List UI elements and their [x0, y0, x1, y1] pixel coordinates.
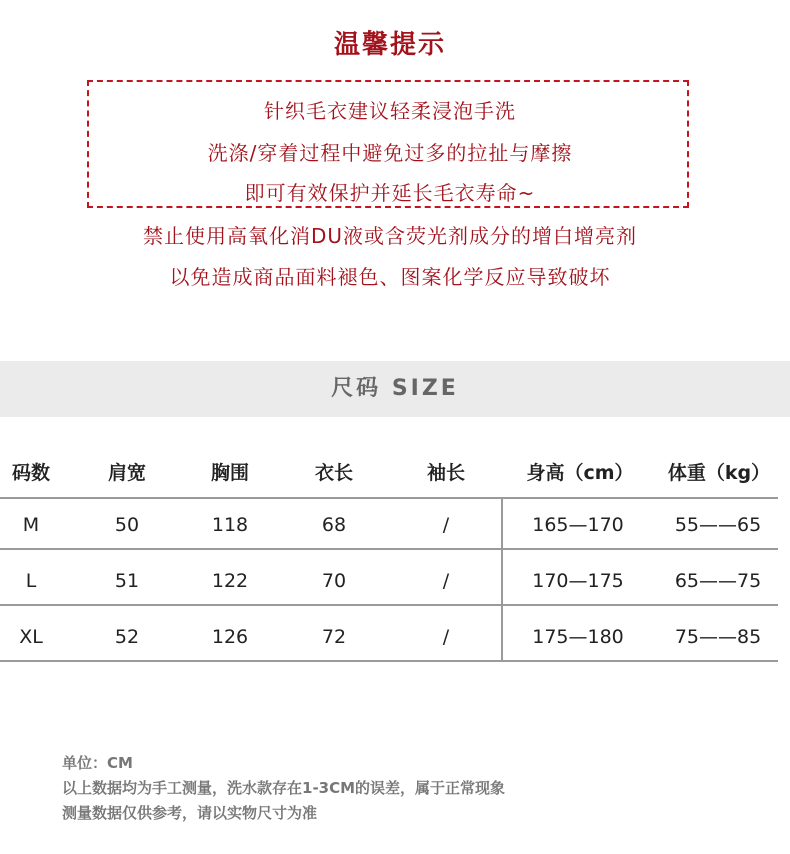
care-tips-title: 温馨提示: [333, 30, 446, 60]
size-section-band: [0, 361, 790, 417]
reference-note: 测量数据仅供参考，请以实物尺寸为准: [62, 804, 318, 822]
table-cell-sleeve: /: [442, 514, 450, 536]
table-cell-size: XL: [19, 626, 43, 648]
unit-note: 单位：CM: [62, 754, 133, 772]
table-cell-chest: 118: [211, 514, 249, 536]
care-warning-line-2: 以免造成商品面料褪色、图案化学反应导致破坏: [169, 265, 611, 289]
table-row-divider: [0, 604, 778, 606]
table-cell-shoulder: 50: [114, 514, 140, 536]
table-header-shoulder: 肩宽: [107, 462, 147, 484]
table-header-height: 身高（cm）: [526, 462, 634, 484]
table-cell-weight: 75——85: [674, 626, 762, 648]
table-cell-shoulder: 52: [114, 626, 140, 648]
table-header-chest: 胸围: [210, 462, 250, 484]
table-cell-shoulder: 51: [114, 570, 140, 592]
table-cell-height: 165—170: [532, 514, 624, 536]
table-cell-sleeve: /: [442, 570, 450, 592]
table-cell-length: 70: [321, 570, 347, 592]
table-cell-weight: 65——75: [674, 570, 762, 592]
size-section-title: 尺码 SIZE: [331, 376, 459, 401]
table-header-divider: [0, 497, 778, 499]
care-warning-line-1: 禁止使用高氧化消DU液或含荧光剂成分的增白增亮剂: [142, 224, 638, 248]
table-cell-weight: 55——65: [674, 514, 762, 536]
measurement-error-note: 以上数据均为手工测量，洗水款存在1-3CM的误差，属于正常现象: [62, 779, 506, 797]
table-bottom-divider: [0, 660, 778, 662]
table-cell-size: M: [22, 514, 40, 536]
table-cell-chest: 126: [211, 626, 249, 648]
table-cell-chest: 122: [211, 570, 249, 592]
care-tip-line-1: 针织毛衣建议轻柔浸泡手洗: [264, 99, 516, 123]
table-header-sleeve: 袖长: [426, 462, 466, 484]
table-cell-length: 68: [321, 514, 347, 536]
table-cell-size: L: [25, 570, 37, 592]
table-cell-height: 175—180: [532, 626, 624, 648]
care-tip-line-3: 即可有效保护并延长毛衣寿命~: [244, 181, 536, 205]
table-row-divider: [0, 548, 778, 550]
table-column-divider: [501, 499, 503, 662]
table-header-length: 衣长: [314, 462, 354, 484]
table-header-size: 码数: [11, 462, 51, 484]
table-cell-height: 170—175: [532, 570, 624, 592]
table-header-weight: 体重（kg）: [667, 462, 771, 484]
care-tip-line-2: 洗涤/穿着过程中避免过多的拉扯与摩擦: [207, 141, 573, 165]
table-cell-sleeve: /: [442, 626, 450, 648]
table-cell-length: 72: [321, 626, 347, 648]
